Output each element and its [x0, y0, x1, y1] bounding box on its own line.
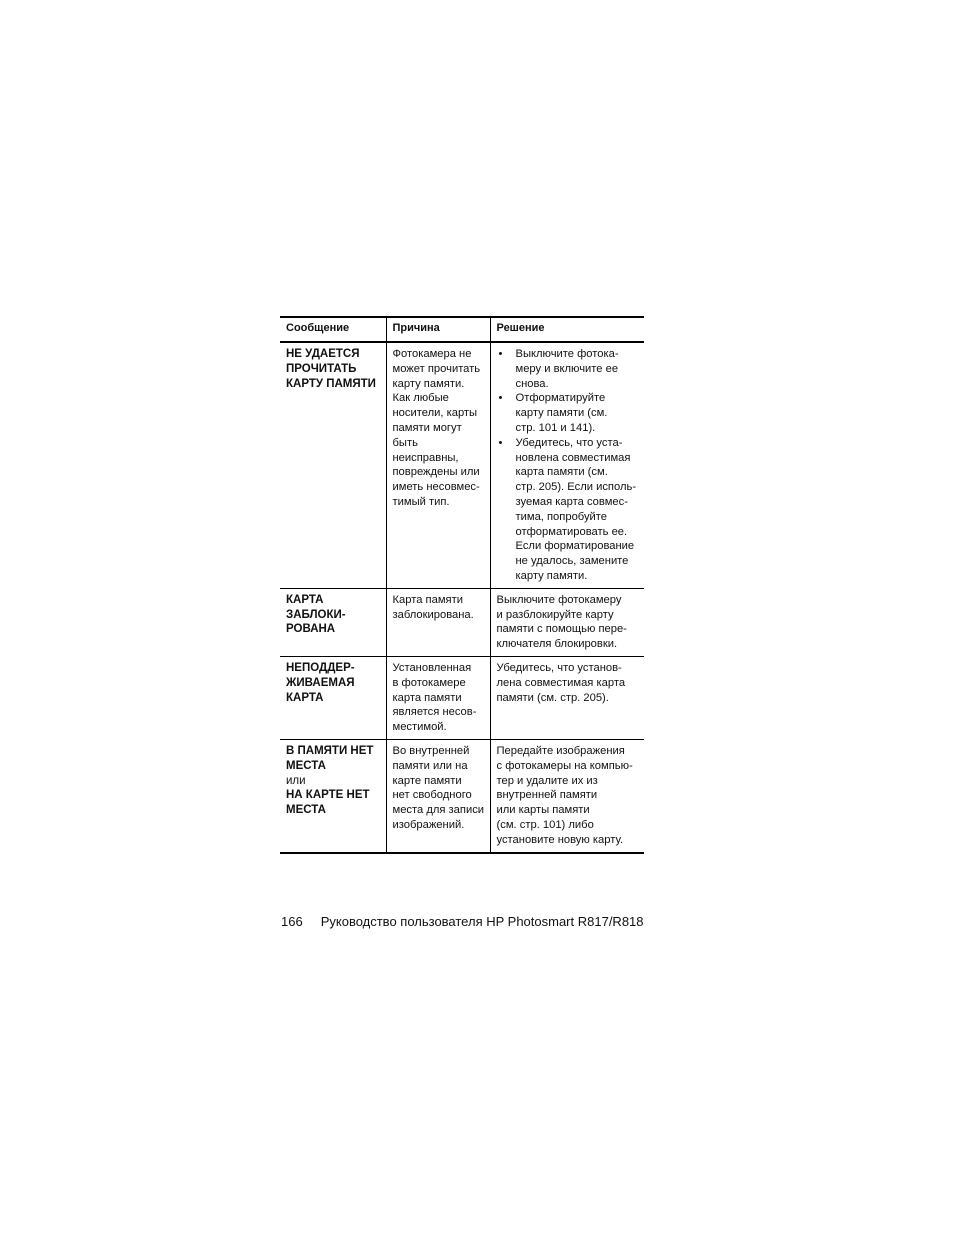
- cause-line: является несов-: [392, 706, 477, 719]
- message-cell: [280, 656, 386, 739]
- column-header-cause: Причина: [386, 317, 490, 342]
- table-row: [280, 739, 644, 852]
- cause-cell: [386, 342, 490, 588]
- solution-line: Передайте изображения: [496, 744, 625, 757]
- cause-line: места для записи: [392, 804, 485, 817]
- page-number: 166: [281, 914, 303, 929]
- message-line: КАРТА: [286, 593, 324, 606]
- cause-line: карту памяти.: [392, 377, 465, 390]
- message-line: МЕСТА: [286, 804, 326, 817]
- cause-line: карте памяти: [392, 774, 462, 787]
- cause-line: памяти или на: [392, 759, 468, 772]
- message-line: КАРТА: [286, 691, 324, 704]
- solution-line: тер и удалите их из: [496, 774, 598, 787]
- message-cell: [280, 342, 386, 588]
- cause-line: неисправны,: [392, 451, 459, 464]
- solution-bullet-list: [497, 347, 645, 584]
- cause-line: Карта памяти: [392, 593, 463, 606]
- cause-line: заблокирована.: [392, 608, 474, 621]
- solution-line: не удалось, замените: [515, 555, 629, 568]
- table-row: [280, 656, 644, 739]
- solution-line: и разблокируйте карту: [496, 608, 614, 621]
- page-footer: [281, 914, 644, 929]
- solution-line: внутренней памяти: [496, 789, 598, 802]
- cause-line: изображений.: [392, 818, 465, 831]
- solution-line: лена совместимая карта: [496, 676, 626, 689]
- cause-cell: [386, 739, 490, 852]
- solution-line: Убедитесь, что установ-: [496, 661, 622, 674]
- message-line: КАРТУ ПАМЯТИ: [286, 377, 376, 390]
- message-cell: [280, 588, 386, 656]
- message-line: ПРОЧИТАТЬ: [286, 362, 357, 375]
- cause-line: карта памяти: [392, 691, 462, 704]
- solution-bullet: [497, 436, 645, 584]
- solution-line: стр. 101 и 141).: [515, 421, 596, 434]
- cause-line: Фотокамера не: [392, 348, 472, 360]
- solution-cell: [490, 656, 644, 739]
- solution-cell: [490, 588, 644, 656]
- table-row: [280, 342, 644, 588]
- solution-line: новлена совместимая: [515, 451, 631, 464]
- message-line: ЖИВАЕМАЯ: [286, 676, 355, 689]
- solution-cell: [490, 739, 644, 852]
- solution-line: Если форматирование: [515, 540, 635, 553]
- column-header-message: Сообщение: [280, 317, 386, 342]
- cause-line: повреждены или: [392, 466, 480, 479]
- table-header-row: [280, 317, 644, 342]
- solution-bullet: [497, 347, 645, 391]
- solution-line: • Выключите фотока-: [515, 348, 619, 360]
- cause-line: нет свободного: [392, 789, 472, 802]
- cause-line: носители, карты: [392, 407, 478, 420]
- solution-cell: [490, 342, 644, 588]
- message-or-text: или: [286, 774, 306, 787]
- footer-title: Руководство пользователя HP Photosmart R817/R818: [320, 914, 644, 929]
- message-line: НА КАРТЕ НЕТ: [286, 789, 370, 802]
- solution-bullet: [497, 391, 645, 435]
- message-line: В ПАМЯТИ НЕТ: [286, 744, 374, 757]
- solution-line: карту памяти (см.: [515, 407, 608, 420]
- cause-line: памяти могут быть: [392, 421, 462, 449]
- solution-line: с фотокамеры на компью-: [496, 759, 633, 772]
- solution-line: карту памяти.: [515, 569, 588, 582]
- cause-line: иметь несовмес-: [392, 481, 480, 494]
- solution-line: карта памяти (см.: [515, 466, 608, 479]
- message-line: ЗАБЛОКИ-: [286, 608, 346, 621]
- solution-line: памяти с помощью пере-: [496, 623, 627, 636]
- message-line: НЕПОДДЕР-: [286, 661, 355, 674]
- column-header-solution: Решение: [490, 317, 644, 342]
- solution-line: стр. 205). Если исполь-: [515, 481, 637, 494]
- solution-line: зуемая карта совмес-: [515, 495, 628, 508]
- solution-line: меру и включите ее: [515, 362, 619, 375]
- message-line: НЕ УДАЕТСЯ: [286, 348, 360, 360]
- troubleshooting-table: [280, 316, 644, 854]
- table-row: [280, 588, 644, 656]
- solution-line: ключателя блокировки.: [496, 638, 618, 651]
- solution-line: памяти (см. стр. 205).: [496, 691, 609, 704]
- solution-line: (см. стр. 101) либо: [496, 818, 594, 831]
- solution-line: отформатировать ее.: [515, 525, 628, 538]
- cause-line: Установленная: [392, 661, 472, 674]
- cause-line: может прочитать: [392, 362, 481, 375]
- solution-line: • Отформатируйте: [515, 392, 606, 405]
- solution-line: тима, попробуйте: [515, 510, 608, 523]
- cause-line: тимый тип.: [392, 495, 450, 508]
- cause-cell: [386, 656, 490, 739]
- solution-line: Выключите фотокамеру: [496, 593, 622, 606]
- solution-line: или карты памяти: [496, 804, 590, 817]
- solution-line: снова.: [515, 377, 549, 390]
- cause-cell: [386, 588, 490, 656]
- cause-line: Во внутренней: [392, 744, 470, 757]
- cause-line: местимой.: [392, 721, 447, 734]
- message-cell: [280, 739, 386, 852]
- message-line: РОВАНА: [286, 623, 336, 636]
- cause-line: в фотокамере: [392, 676, 466, 689]
- message-line: МЕСТА: [286, 759, 326, 772]
- solution-line: • Убедитесь, что уста-: [515, 436, 623, 449]
- cause-line: Как любые: [392, 392, 449, 405]
- solution-line: установите новую карту.: [496, 833, 624, 846]
